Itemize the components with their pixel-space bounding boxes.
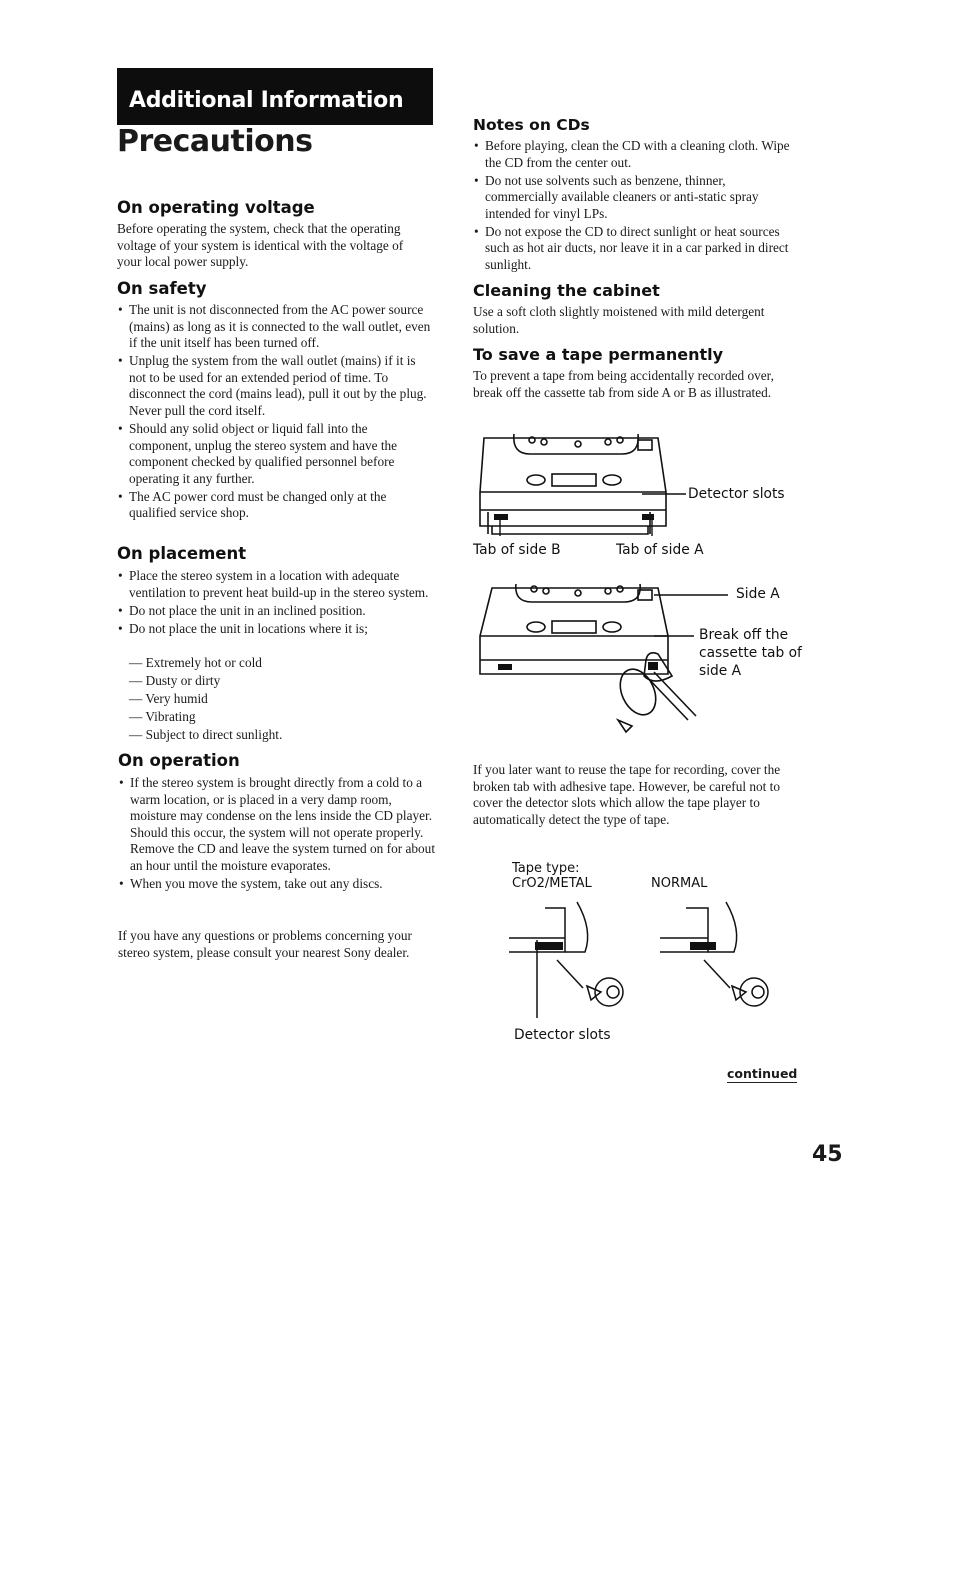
voltage-text: Before operating the system, check that the operating voltage of your system is identical with the voltage of your local power supply. (117, 221, 404, 270)
heading-save-tape: To save a tape permanently (473, 345, 724, 364)
closing-text: If you have any questions or problems concerning your stereo system, please consult your nearest Sony dealer. (118, 928, 412, 960)
label-break-off-1: Break off the (699, 627, 789, 643)
list-item: • Do not place the unit in locations where it is; (118, 621, 438, 638)
list-item: • Unplug the system from the wall outlet (mains) if it is not to be used for an extended period of time. To disconnect the cord (mains lead), pull it out by the plug. Never pull the cord itself. (118, 353, 432, 419)
list-item: — Dusty or dirty (129, 673, 221, 689)
list-item: • Should any solid object or liquid fall into the component, unplug the stereo system and have the component checked by qualified personnel before operating it any further. (118, 421, 432, 487)
tape-type-normal-figure (656, 900, 786, 1020)
label-tab-side-b: Tab of side B (473, 542, 561, 558)
list-item: — Very humid (129, 691, 208, 707)
save-tape-text: To prevent a tape from being accidentally recorded over, break off the cassette tab from side A or B as illustrated. (473, 368, 774, 400)
list-item: • If the stereo system is brought directly from a cold to a warm location, or is placed in a very damp room, moisture may condense on the lens inside the CD player. Should this occur, the system will not operate properly. Remove the CD and leave the system turned on for about an hour until the moisture evaporates. (119, 775, 435, 875)
heading-operating-voltage: On operating voltage (117, 198, 315, 217)
label-detector-slots-2: Detector slots (514, 1027, 611, 1043)
list-item: • Place the stereo system in a location with adequate ventilation to prevent heat build-up in the stereo system. (118, 568, 438, 601)
list-item: • Do not place the unit in an inclined position. (118, 603, 438, 620)
label-cro2-metal: CrO2/METAL (512, 876, 592, 891)
page-title: Precautions (117, 124, 313, 159)
placement-list (118, 568, 438, 639)
label-detector-slots: Detector slots (688, 486, 785, 502)
label-break-off-3: side A (699, 663, 742, 679)
heading-notes-on-cds: Notes on CDs (473, 116, 590, 134)
list-item: • Before playing, clean the CD with a cleaning cloth. Wipe the CD from the center out. (474, 138, 792, 171)
list-item: • Do not expose the CD to direct sunlight or heat sources such as hot air ducts, nor leave it in a car parked in direct sunlight. (474, 224, 792, 274)
label-break-off-2: cassette tab of (699, 645, 802, 661)
cleaning-text: Use a soft cloth slightly moistened with mild detergent solution. (473, 304, 765, 336)
list-item: • The AC power cord must be changed only at the qualified service shop. (118, 489, 432, 522)
list-item: • When you move the system, take out any discs. (119, 876, 435, 893)
list-item: — Vibrating (129, 709, 196, 725)
label-tape-type: Tape type: (512, 861, 580, 876)
heading-operation: On operation (118, 751, 240, 770)
tape-type-cro2-figure (505, 900, 635, 1020)
heading-safety: On safety (117, 279, 207, 298)
heading-cleaning-cabinet: Cleaning the cabinet (473, 281, 660, 300)
page-number: 45 (812, 1142, 843, 1167)
label-normal: NORMAL (651, 876, 708, 891)
conditions-list (119, 655, 419, 745)
list-item: — Extremely hot or cold (129, 655, 262, 670)
operation-list (119, 775, 435, 894)
label-side-a: Side A (736, 586, 780, 602)
safety-list (118, 302, 432, 523)
reuse-tape-text: If you later want to reuse the tape for recording, cover the broken tab with adhesive tape. However, be careful not to cover the detector slots which allow the tape player to automatically detect the type of tape. (473, 762, 781, 827)
list-item: • The unit is not disconnected from the AC power source (mains) as long as it is connected to the wall outlet, even if the unit itself has been turned off. (118, 302, 432, 352)
cds-list (474, 138, 792, 275)
heading-placement: On placement (117, 544, 247, 563)
continued-label: continued (727, 1066, 798, 1081)
list-item: — Subject to direct sunlight. (129, 727, 283, 743)
list-item: • Do not use solvents such as benzene, thinner, commercially available cleaners or anti-static spray intended for vinyl LPs. (474, 173, 792, 223)
label-tab-side-a: Tab of side A (616, 542, 704, 558)
section-banner: Additional Information (117, 68, 433, 125)
